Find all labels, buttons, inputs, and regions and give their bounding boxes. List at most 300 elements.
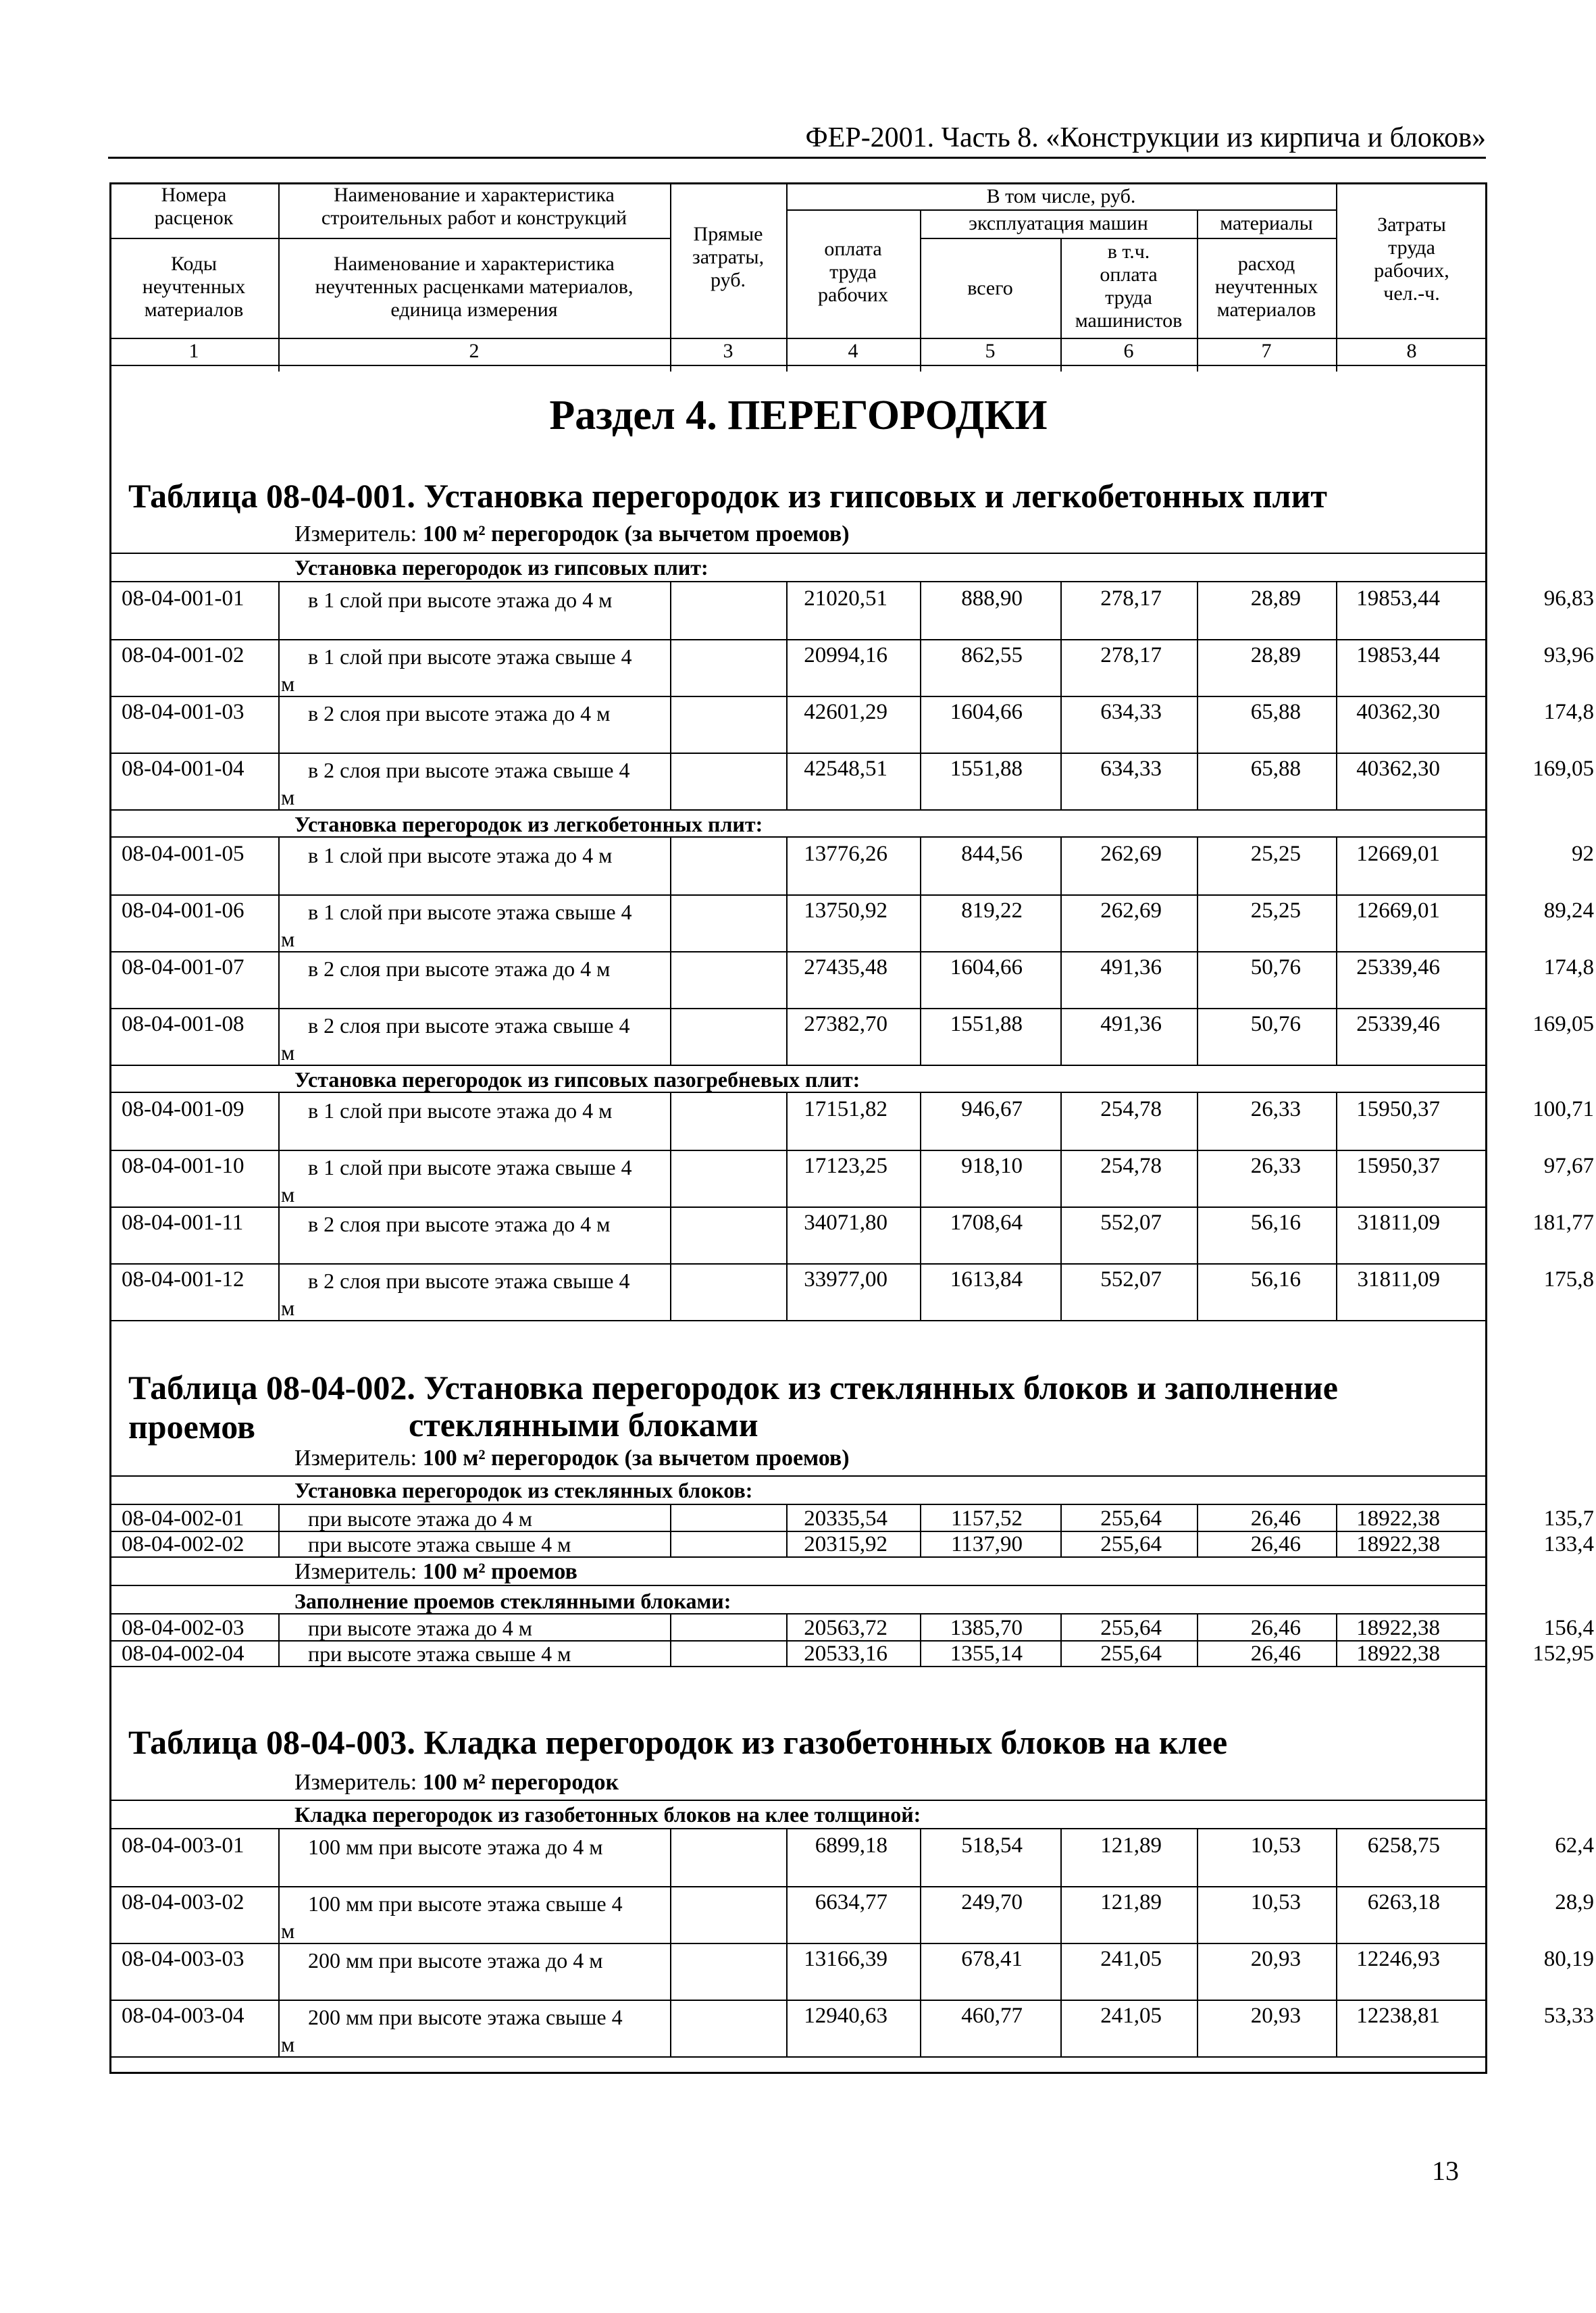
- running-header: ФЕР-2001. Часть 8. «Конструкции из кирпича и блоков»: [805, 122, 1486, 153]
- machine-total: 491,36: [1100, 955, 1162, 980]
- cell-divider: [670, 639, 671, 696]
- cell-divider: [1336, 1150, 1337, 1206]
- materials-cost: 40362,30: [1356, 700, 1440, 724]
- cell-divider: [1197, 1206, 1198, 1263]
- materials-cost: 18922,38: [1356, 1616, 1440, 1640]
- work-description: в 2 слоя при высоте этажа до 4 м: [308, 957, 611, 981]
- work-description: 200 мм при высоте этажа свыше 4 м: [281, 2005, 623, 2056]
- machine-total: 241,05: [1100, 1947, 1162, 1971]
- header-rule: [108, 157, 1486, 159]
- table-row: [109, 753, 1594, 809]
- cell-divider: [1060, 1093, 1062, 1150]
- machine-total: 121,89: [1100, 1890, 1162, 1914]
- cell-divider: [1336, 753, 1337, 809]
- table-row: [109, 1943, 1594, 2000]
- cell-divider: [278, 1206, 280, 1263]
- cell-divider: [1197, 1150, 1198, 1206]
- rate-code: 08-04-002-02: [122, 1532, 244, 1556]
- direct-costs: 42601,29: [804, 700, 887, 724]
- work-description: в 2 слоя при высоте этажа свыше 4 м: [281, 1269, 630, 1320]
- rate-code: 08-04-001-09: [122, 1097, 244, 1121]
- rate-code: 08-04-001-08: [122, 1012, 244, 1036]
- row-divider: [109, 809, 1487, 811]
- worker-pay: 1551,88: [950, 1012, 1023, 1036]
- machine-total: 255,64: [1100, 1506, 1162, 1531]
- table-row: [109, 1093, 1594, 1150]
- cell-divider: [278, 1615, 280, 1640]
- worker-pay: 819,22: [961, 898, 1023, 923]
- work-description: в 1 слой при высоте этажа свыше 4 м: [281, 1155, 632, 1206]
- cell-divider: [920, 2000, 921, 2056]
- machinist-pay: 25,25: [1250, 898, 1301, 923]
- table-row: [109, 1531, 1594, 1556]
- machine-total: 552,07: [1100, 1267, 1162, 1292]
- cell-divider: [278, 894, 280, 951]
- worker-pay: 518,54: [961, 1833, 1023, 1858]
- rate-code: 08-04-001-07: [122, 955, 244, 980]
- cell-divider: [1060, 1640, 1062, 1666]
- cell-divider: [670, 1640, 671, 1666]
- machine-total: 491,36: [1100, 1012, 1162, 1036]
- page-number: 13: [1432, 2156, 1459, 2186]
- machinist-pay: 28,89: [1250, 643, 1301, 667]
- cell-divider: [920, 753, 921, 809]
- worker-pay: 844,56: [961, 842, 1023, 866]
- row-divider: [109, 1585, 1487, 1586]
- cell-divider: [1197, 894, 1198, 951]
- table-row: [109, 639, 1594, 696]
- cell-divider: [920, 1829, 921, 1886]
- section-title: Раздел 4. ПЕРЕГОРОДКИ: [549, 392, 1048, 438]
- machine-total: 241,05: [1100, 2004, 1162, 2028]
- direct-costs: 21020,51: [804, 586, 887, 611]
- row-divider: [109, 1320, 1487, 1321]
- table-title: Таблица 08-04-001. Установка перегородок из гипсовых и легкобетонных плит: [128, 477, 1327, 515]
- materials-cost: 6258,75: [1367, 1833, 1440, 1858]
- cell-divider: [670, 894, 671, 951]
- worker-pay: 1137,90: [950, 1532, 1023, 1556]
- cell-divider: [1197, 1886, 1198, 1943]
- cell-divider: [1197, 639, 1198, 696]
- cell-divider: [786, 1943, 788, 2000]
- worker-pay: 918,10: [961, 1154, 1023, 1178]
- cell-divider: [1197, 582, 1198, 639]
- worker-pay: 678,41: [961, 1947, 1023, 1971]
- group-heading: Заполнение проемов стеклянными блоками:: [294, 1589, 731, 1613]
- cell-divider: [1197, 1615, 1198, 1640]
- cell-divider: [670, 838, 671, 894]
- materials-cost: 15950,37: [1356, 1154, 1440, 1178]
- cell-divider: [920, 696, 921, 753]
- cell-divider: [1336, 894, 1337, 951]
- cell-divider: [920, 894, 921, 951]
- labor-hours: 96,83: [1543, 586, 1594, 611]
- measure-line: Измеритель: 100 м² перегородок (за вычетом проемов): [294, 522, 850, 547]
- header-col2-top: Наименование и характеристика строительных работ и конструкций: [321, 184, 627, 229]
- cell-divider: [278, 1150, 280, 1206]
- measure-line: Измеритель: 100 м² проемов: [294, 1559, 577, 1584]
- cell-divider: [786, 2000, 788, 2056]
- rate-code: 08-04-001-01: [122, 586, 244, 611]
- direct-costs: 33977,00: [804, 1267, 887, 1292]
- cell-divider: [1197, 1829, 1198, 1886]
- cell-divider: [278, 1263, 280, 1320]
- header-col4: оплата труда рабочих: [818, 238, 888, 306]
- labor-hours: 152,95: [1533, 1642, 1594, 1666]
- cell-divider: [670, 1093, 671, 1150]
- cell-divider: [920, 1505, 921, 1531]
- materials-cost: 12238,81: [1356, 2004, 1440, 2028]
- cell-divider: [786, 639, 788, 696]
- machinist-pay: 26,46: [1250, 1642, 1301, 1666]
- group-heading: Установка перегородок из гипсовых пазогребневых плит:: [294, 1067, 860, 1092]
- cell-divider: [670, 582, 671, 639]
- cell-divider: [278, 1886, 280, 1943]
- machine-total: 255,64: [1100, 1616, 1162, 1640]
- work-description: в 1 слой при высоте этажа до 4 м: [308, 588, 613, 612]
- row-divider: [109, 1065, 1487, 1066]
- cell-divider: [670, 696, 671, 753]
- table-row: [109, 1505, 1594, 1531]
- cell-divider: [786, 894, 788, 951]
- table-row: [109, 1008, 1594, 1065]
- cell-divider: [786, 753, 788, 809]
- machine-total: 262,69: [1100, 842, 1162, 866]
- direct-costs: 13166,39: [804, 1947, 887, 1971]
- materials-cost: 12669,01: [1356, 842, 1440, 866]
- cell-divider: [1060, 2000, 1062, 2056]
- labor-hours: 175,8: [1543, 1267, 1594, 1292]
- machinist-pay: 26,33: [1250, 1154, 1301, 1178]
- work-description: 100 мм при высоте этажа свыше 4 м: [281, 1891, 623, 1943]
- direct-costs: 6899,18: [815, 1833, 887, 1858]
- machine-total: 255,64: [1100, 1642, 1162, 1666]
- machinist-pay: 10,53: [1250, 1833, 1301, 1858]
- machinist-pay: 65,88: [1250, 757, 1301, 781]
- direct-costs: 17151,82: [804, 1097, 887, 1121]
- table-row: [109, 1886, 1594, 1943]
- cell-divider: [1060, 1008, 1062, 1065]
- machine-total: 254,78: [1100, 1154, 1162, 1178]
- table-row: [109, 1263, 1594, 1320]
- cell-divider: [1197, 1640, 1198, 1666]
- direct-costs: 20533,16: [804, 1642, 887, 1666]
- cell-divider: [1336, 696, 1337, 753]
- rate-code: 08-04-001-04: [122, 757, 244, 781]
- cell-divider: [1060, 1150, 1062, 1206]
- cell-divider: [1336, 639, 1337, 696]
- cell-divider: [1197, 2000, 1198, 2056]
- cell-divider: [786, 1150, 788, 1206]
- rate-code: 08-04-001-06: [122, 898, 244, 923]
- rate-code: 08-04-003-03: [122, 1947, 244, 1971]
- cell-divider: [786, 1093, 788, 1150]
- cell-divider: [1336, 1531, 1337, 1556]
- materials-cost: 31811,09: [1357, 1211, 1440, 1235]
- cell-divider: [1060, 1206, 1062, 1263]
- table-row: [109, 696, 1594, 753]
- labor-hours: 169,05: [1533, 1012, 1594, 1036]
- cell-divider: [920, 838, 921, 894]
- header-col3: Прямые затраты, руб.: [692, 223, 765, 291]
- column-number: 7: [1261, 340, 1272, 362]
- cell-divider: [786, 838, 788, 894]
- cell-divider: [920, 1206, 921, 1263]
- labor-hours: 80,19: [1543, 1947, 1594, 1971]
- rate-code: 08-04-001-12: [122, 1267, 244, 1292]
- cell-divider: [670, 1615, 671, 1640]
- work-description: 200 мм при высоте этажа до 4 м: [308, 1948, 603, 1973]
- table-title: Таблица 08-04-002. Установка перегородок из стеклянных блоков и заполнение проемов: [128, 1369, 1338, 1446]
- machinist-pay: 26,46: [1250, 1506, 1301, 1531]
- table-title: Таблица 08-04-003. Кладка перегородок из газобетонных блоков на клее: [128, 1723, 1228, 1761]
- materials-cost: 12246,93: [1356, 1947, 1440, 1971]
- materials-cost: 25339,46: [1356, 955, 1440, 980]
- rate-code: 08-04-002-03: [122, 1616, 244, 1640]
- cell-divider: [670, 1263, 671, 1320]
- cell-divider: [786, 1505, 788, 1531]
- machine-total: 121,89: [1100, 1833, 1162, 1858]
- column-number: 6: [1123, 340, 1134, 362]
- cell-divider: [278, 1640, 280, 1666]
- machinist-pay: 10,53: [1250, 1890, 1301, 1914]
- group-heading: Кладка перегородок из газобетонных блоков на клее толщиной:: [294, 1802, 921, 1827]
- cell-divider: [278, 696, 280, 753]
- direct-costs: 27382,70: [804, 1012, 887, 1036]
- direct-costs: 34071,80: [804, 1211, 887, 1235]
- labor-hours: 133,4: [1543, 1532, 1594, 1556]
- worker-pay: 888,90: [961, 586, 1023, 611]
- cell-divider: [670, 951, 671, 1008]
- cell-divider: [1197, 1263, 1198, 1320]
- cell-divider: [278, 1531, 280, 1556]
- cell-divider: [920, 1640, 921, 1666]
- materials-cost: 12669,01: [1356, 898, 1440, 923]
- machine-total: 634,33: [1100, 700, 1162, 724]
- cell-divider: [670, 753, 671, 809]
- cell-divider: [920, 951, 921, 1008]
- cell-divider: [670, 1531, 671, 1556]
- rate-code: 08-04-003-02: [122, 1890, 244, 1914]
- materials-cost: 19853,44: [1356, 586, 1440, 611]
- cell-divider: [1060, 838, 1062, 894]
- cell-divider: [1060, 894, 1062, 951]
- cell-divider: [786, 696, 788, 753]
- cell-divider: [1197, 838, 1198, 894]
- table-row: [109, 894, 1594, 951]
- machinist-pay: 50,76: [1250, 1012, 1301, 1036]
- cell-divider: [1060, 1615, 1062, 1640]
- header-group: В том числе, руб.: [986, 185, 1136, 207]
- machinist-pay: 20,93: [1250, 2004, 1301, 2028]
- cell-divider: [1336, 1206, 1337, 1263]
- table-row: [109, 1615, 1594, 1640]
- cell-divider: [278, 1008, 280, 1065]
- direct-costs: 20315,92: [804, 1532, 887, 1556]
- cell-divider: [1336, 1615, 1337, 1640]
- labor-hours: 62,4: [1555, 1833, 1594, 1858]
- header-col5: всего: [967, 277, 1013, 299]
- measure-line: Измеритель: 100 м² перегородок: [294, 1770, 619, 1795]
- cell-divider: [1336, 1505, 1337, 1531]
- materials-cost: 31811,09: [1357, 1267, 1440, 1292]
- cell-divider: [1197, 1093, 1198, 1150]
- machinist-pay: 20,93: [1250, 1947, 1301, 1971]
- cell-divider: [1336, 1886, 1337, 1943]
- cell-divider: [786, 1531, 788, 1556]
- machine-total: 255,64: [1100, 1532, 1162, 1556]
- work-description: в 2 слоя при высоте этажа до 4 м: [308, 701, 611, 726]
- header-machines: эксплуатация машин: [969, 212, 1148, 234]
- table-title-continued: стеклянными блоками: [409, 1406, 758, 1444]
- machinist-pay: 56,16: [1250, 1211, 1301, 1235]
- labor-hours: 92: [1572, 842, 1594, 866]
- table-row: [109, 951, 1594, 1008]
- cell-divider: [920, 1008, 921, 1065]
- rate-code: 08-04-002-01: [122, 1506, 244, 1531]
- cell-divider: [1197, 951, 1198, 1008]
- header-col2-bottom: Наименование и характеристика неучтенных расценками материалов, единица измерения: [315, 253, 634, 321]
- labor-hours: 100,71: [1533, 1097, 1594, 1121]
- cell-divider: [278, 753, 280, 809]
- work-description: при высоте этажа свыше 4 м: [308, 1532, 571, 1556]
- direct-costs: 13776,26: [804, 842, 887, 866]
- work-description: при высоте этажа до 4 м: [308, 1506, 532, 1531]
- worker-pay: 1613,84: [950, 1267, 1023, 1292]
- cell-divider: [1336, 1008, 1337, 1065]
- table-row: [109, 1206, 1594, 1263]
- cell-divider: [278, 1943, 280, 2000]
- rate-code: 08-04-002-04: [122, 1642, 244, 1666]
- materials-cost: 19853,44: [1356, 643, 1440, 667]
- group-heading: Установка перегородок из гипсовых плит:: [294, 555, 709, 580]
- work-description: в 2 слоя при высоте этажа свыше 4 м: [281, 1013, 630, 1065]
- rate-code: 08-04-003-04: [122, 2004, 244, 2028]
- cell-divider: [1060, 1829, 1062, 1886]
- machinist-pay: 26,46: [1250, 1616, 1301, 1640]
- column-number: 8: [1406, 340, 1417, 362]
- cell-divider: [278, 951, 280, 1008]
- table-row: [109, 1829, 1594, 1886]
- rate-code: 08-04-001-02: [122, 643, 244, 667]
- labor-hours: 53,33: [1543, 2004, 1594, 2028]
- cell-divider: [278, 582, 280, 639]
- table-row: [109, 838, 1594, 894]
- rate-code: 08-04-003-01: [122, 1833, 244, 1858]
- cell-divider: [786, 582, 788, 639]
- cell-divider: [786, 1206, 788, 1263]
- table-row: [109, 1150, 1594, 1206]
- cell-divider: [786, 1263, 788, 1320]
- header-col1-top: Номера расценок: [154, 184, 234, 229]
- cell-divider: [920, 1615, 921, 1640]
- cell-divider: [1060, 639, 1062, 696]
- cell-divider: [920, 1263, 921, 1320]
- worker-pay: 946,67: [961, 1097, 1023, 1121]
- work-description: при высоте этажа до 4 м: [308, 1616, 532, 1640]
- direct-costs: 27435,48: [804, 955, 887, 980]
- direct-costs: 12940,63: [804, 2004, 887, 2028]
- cell-divider: [1336, 1829, 1337, 1886]
- cell-divider: [1060, 1531, 1062, 1556]
- cell-divider: [670, 1886, 671, 1943]
- group-heading: Установка перегородок из легкобетонных плит:: [294, 812, 763, 836]
- cell-divider: [1197, 753, 1198, 809]
- column-number: 4: [848, 340, 858, 362]
- cell-divider: [1197, 1008, 1198, 1065]
- cell-divider: [1060, 1886, 1062, 1943]
- labor-hours: 93,96: [1543, 643, 1594, 667]
- measure-line: Измеритель: 100 м² перегородок (за вычетом проемов): [294, 1446, 850, 1471]
- cell-divider: [670, 1150, 671, 1206]
- materials-cost: 40362,30: [1356, 757, 1440, 781]
- rate-code: 08-04-001-10: [122, 1154, 244, 1178]
- labor-hours: 174,8: [1543, 955, 1594, 980]
- column-number: 2: [469, 340, 480, 362]
- cell-divider: [1336, 1640, 1337, 1666]
- direct-costs: 6634,77: [815, 1890, 887, 1914]
- cell-divider: [670, 2000, 671, 2056]
- machine-total: 634,33: [1100, 757, 1162, 781]
- row-divider: [109, 1556, 1487, 1558]
- cell-divider: [1060, 753, 1062, 809]
- column-number: 5: [985, 340, 996, 362]
- header-col6: в т.ч. оплата труда машинистов: [1075, 240, 1183, 332]
- machine-total: 278,17: [1100, 586, 1162, 611]
- work-description: в 2 слоя при высоте этажа свыше 4 м: [281, 758, 630, 809]
- machinist-pay: 65,88: [1250, 700, 1301, 724]
- worker-pay: 249,70: [961, 1890, 1023, 1914]
- cell-divider: [920, 1531, 921, 1556]
- table-row: [109, 1640, 1594, 1666]
- rate-code: 08-04-001-03: [122, 700, 244, 724]
- labor-hours: 174,8: [1543, 700, 1594, 724]
- cell-divider: [1336, 838, 1337, 894]
- cell-divider: [786, 1829, 788, 1886]
- machinist-pay: 50,76: [1250, 955, 1301, 980]
- cell-divider: [278, 838, 280, 894]
- cell-divider: [1197, 696, 1198, 753]
- cell-divider: [670, 1206, 671, 1263]
- cell-divider: [786, 1615, 788, 1640]
- cell-divider: [1060, 582, 1062, 639]
- machinist-pay: 25,25: [1250, 842, 1301, 866]
- column-number: 1: [188, 340, 199, 362]
- work-description: в 2 слоя при высоте этажа до 4 м: [308, 1212, 611, 1236]
- labor-hours: 28,9: [1555, 1890, 1594, 1914]
- cell-divider: [1336, 582, 1337, 639]
- work-description: в 1 слой при высоте этажа свыше 4 м: [281, 644, 632, 696]
- header-col1-bottom: Коды неучтенных материалов: [142, 253, 246, 321]
- cell-divider: [1197, 1531, 1198, 1556]
- worker-pay: 1551,88: [950, 757, 1023, 781]
- labor-hours: 97,67: [1543, 1154, 1594, 1178]
- cell-divider: [670, 1008, 671, 1065]
- materials-cost: 18922,38: [1356, 1506, 1440, 1531]
- cell-divider: [670, 1829, 671, 1886]
- rate-code: 08-04-001-11: [122, 1211, 244, 1235]
- direct-costs: 13750,92: [804, 898, 887, 923]
- cell-divider: [1060, 1263, 1062, 1320]
- cell-divider: [1336, 2000, 1337, 2056]
- cell-divider: [1336, 951, 1337, 1008]
- cell-divider: [670, 1505, 671, 1531]
- cell-divider: [1060, 1505, 1062, 1531]
- machine-total: 254,78: [1100, 1097, 1162, 1121]
- work-description: в 1 слой при высоте этажа до 4 м: [308, 1098, 613, 1123]
- direct-costs: 20335,54: [804, 1506, 887, 1531]
- machinist-pay: 56,16: [1250, 1267, 1301, 1292]
